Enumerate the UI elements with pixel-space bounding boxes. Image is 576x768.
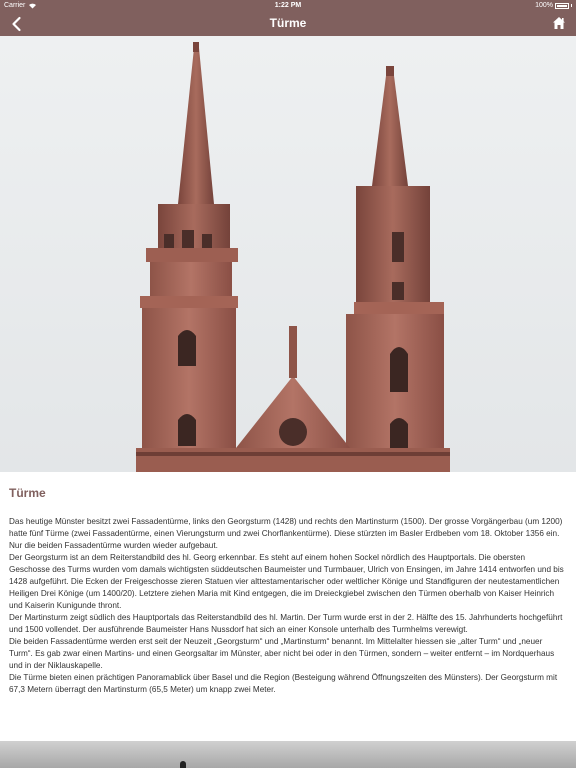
page-title: Türme (269, 16, 307, 30)
cathedral-towers-illustration (0, 36, 576, 472)
article-paragraph: Die Türme bieten einen prächtigen Panoramablick über Basel und die Region (Besteigung während Öffnungszeiten des Münsters). Der Georgsturm mit 67,3 Metern überragt den Martinsturm (65,5 Meter) um knapp zwei Meter. (9, 673, 558, 694)
article (9, 486, 567, 696)
article-heading: Türme (9, 486, 46, 500)
central-gable (236, 326, 350, 448)
next-image-preview (0, 741, 576, 768)
article-paragraph: Der Georgsturm ist an dem Reiterstandbild des hl. Georg erkennbar. Es steht auf einem hohen Sockel nördlich des Hauptportals. Die obersten Geschosse des Turms wurden vom damals wichtigsten süddeutschen Baumeister und Turmbauer, Ulrich von Ensingen, im Jahre 1414 entworfen und bis 1428 aufgeführt. Die Ecken der Freigeschosse zieren Statuen vier alttestamentarischer oder weltlicher Könige und Standfiguren der neutestamentlichen Heiligen Drei Könige (um 1400/20). Letztere ziehen Maria mit Kind entgegen, die im Dreieckgiebel zwischen den Türmen oberhalb von Kaiser Heinrich und Kaiserin Kunigunde thront. (9, 553, 564, 610)
navigation-bar (0, 12, 576, 36)
hero-image (0, 36, 576, 472)
balustrade (136, 448, 450, 472)
battery-percent: 100% (535, 2, 553, 9)
battery-icon (555, 3, 569, 9)
status-time: 1:22 PM (274, 2, 302, 9)
article-paragraph: Das heutige Münster besitzt zwei Fassadentürme, links den Georgsturm (1428) und rechts den Martinsturm (1500). Der grosse Vorgängerbau (um 1200) hatte fünf Türme (zwei Fassadentürme, einen Vierungsturm und zwei Chorflankentürme). Diese stürzten im Basler Erdbeben vom 18. Oktober 1356 ein. Nur die beiden Fassadentürme wurden wieder aufgebaut. (9, 517, 563, 550)
georgsturm-tower (140, 42, 238, 448)
carrier-label: Carrier (4, 2, 26, 9)
statue-silhouette (180, 761, 186, 768)
martinsturm-tower (346, 66, 444, 450)
battery-nub (571, 4, 572, 7)
article-paragraph: Der Martinsturm zeigt südlich des Hauptportals das Reiterstandbild des hl. Martin. Der Turm wurde erst in der 2. Hälfte des 15. Jahrhunderts hochgeführt und 1500 vollendet. Der ausführende Baumeister Hans Nussdorf hat sich an einer Konsole unterhalb des Turmhelms verewigt. (9, 613, 563, 634)
article-paragraph: Die beiden Fassadentürme werden erst seit der Neuzeit „Georgsturm“ und „Martinsturm“ benannt. Im Mittelalter hiessen sie „alter Turm“ und „neuer Turm“. Es gab zwar einen Martins- und einen Georgsaltar im Münster, aber nicht bei oder in den Türmen, sondern – weiter entfernt – im Nordquerhaus und in der Niklauskapelle. (9, 637, 555, 670)
home-icon[interactable] (552, 16, 566, 30)
status-bar (0, 0, 576, 12)
battery-status (535, 2, 572, 9)
